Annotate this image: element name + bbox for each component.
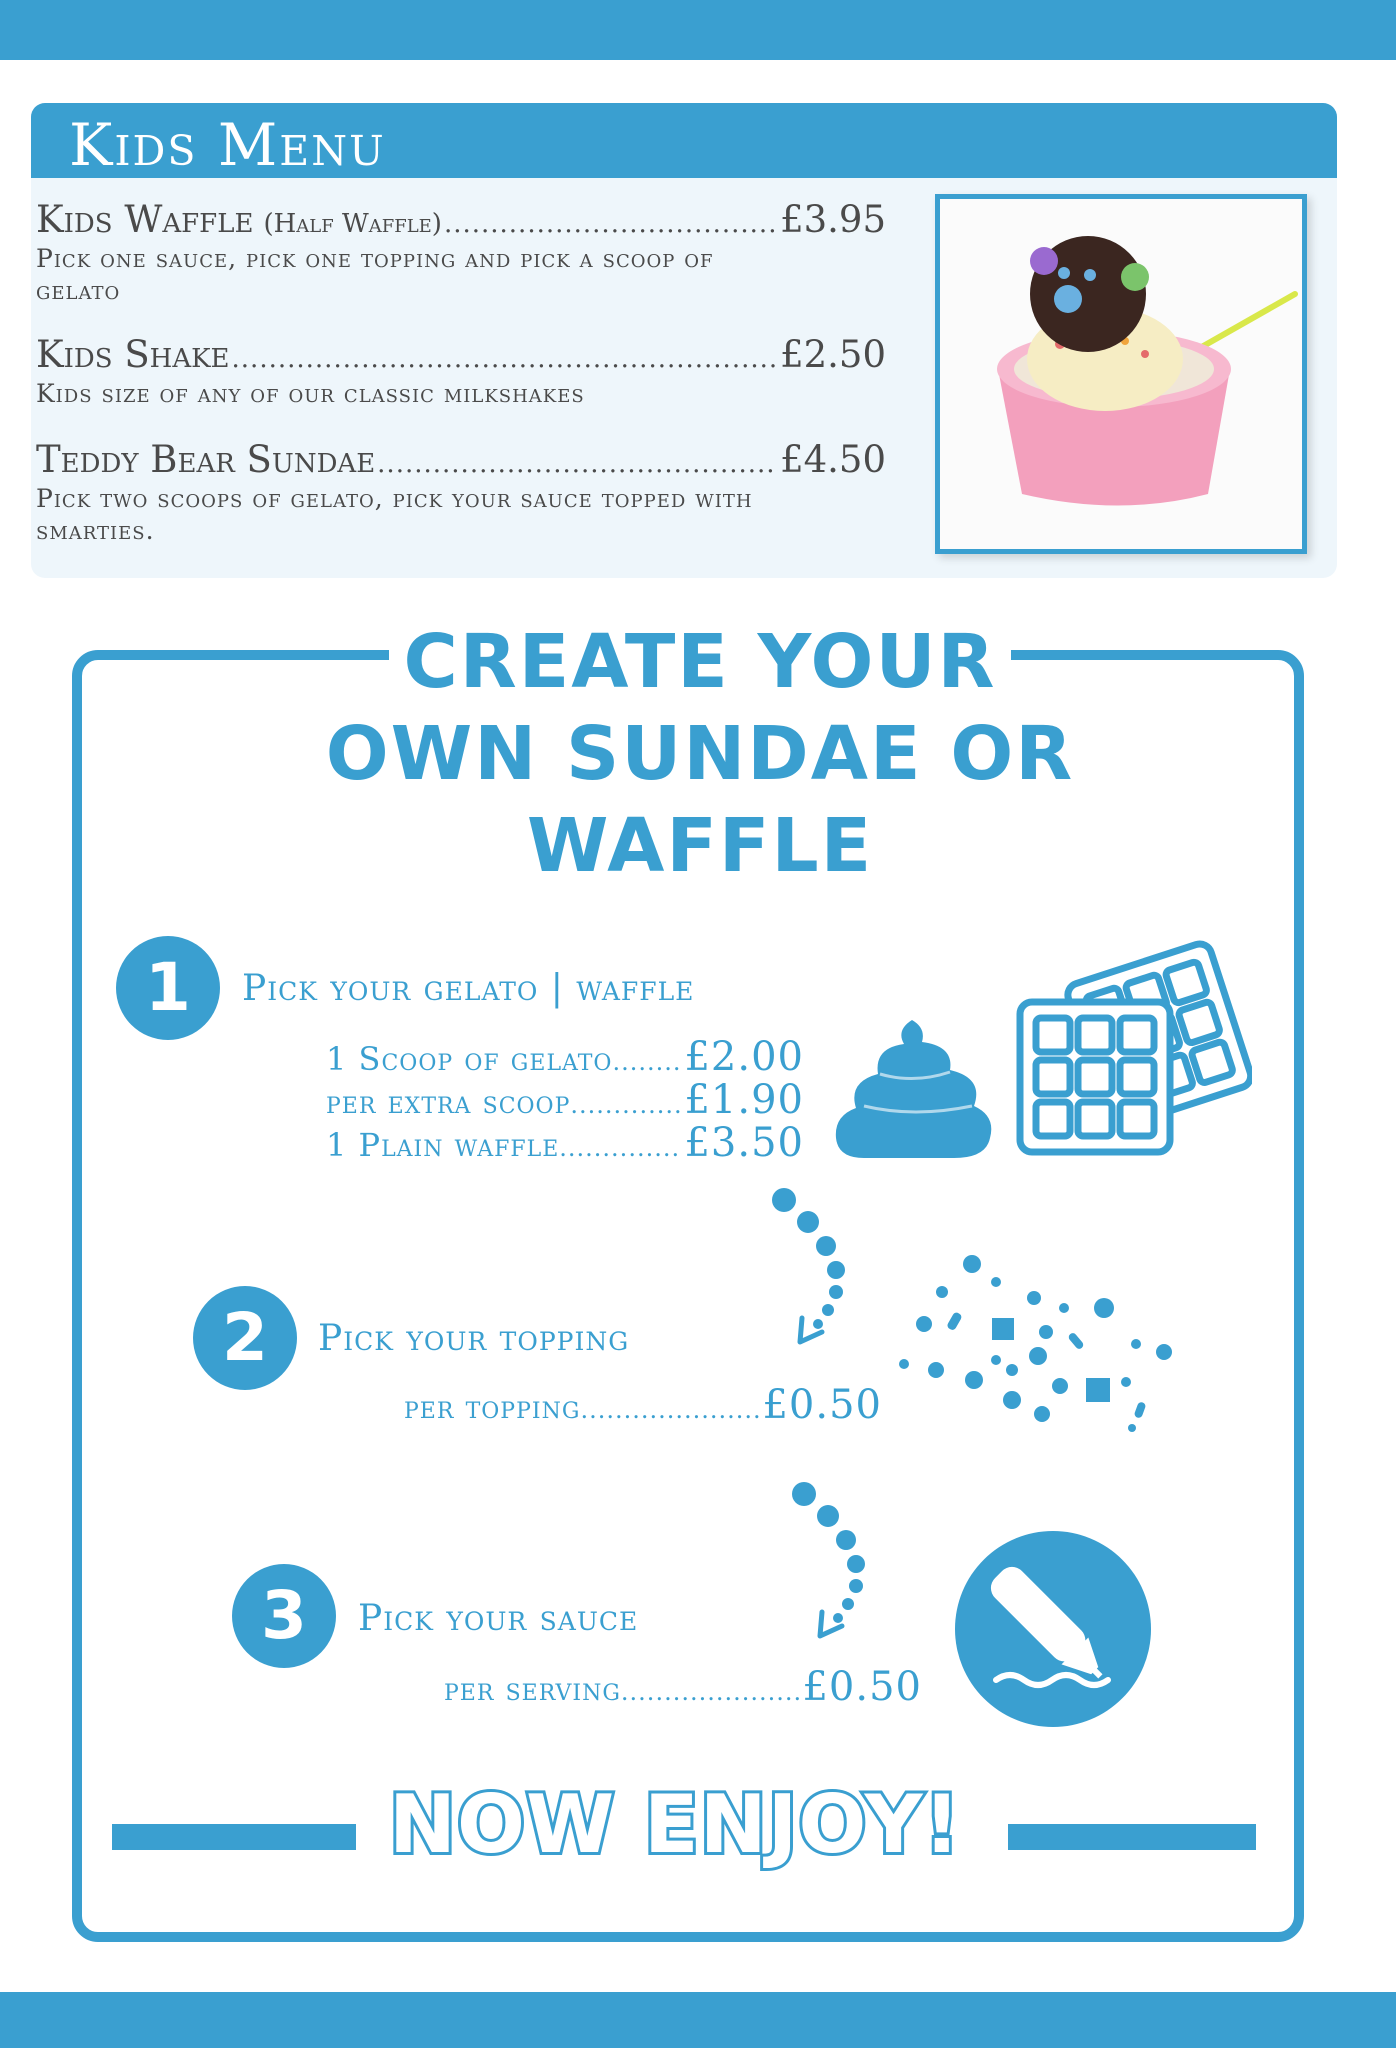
step-1-badge: 1 [116,936,220,1040]
dot-leader [570,1091,682,1119]
dotted-arrow-icon [770,1186,856,1352]
menu-item-kids-shake [36,335,886,410]
menu-item-kids-waffle [36,200,886,308]
create-title-line: OWN SUNDAE OR [312,711,1088,797]
now-enjoy-text: NOW ENJOY! [389,1778,961,1871]
price-row [444,1664,922,1710]
dotted-arrow-icon [790,1480,876,1646]
price-row [326,1077,804,1123]
menu-item-name: Kids Waffle [36,198,254,241]
menu-item-description: Kids size of any of our classic milkshakes [36,378,585,408]
dot-leader [612,1048,682,1076]
step-3-badge: 3 [232,1564,336,1668]
price-amount: £0.50 [802,1664,922,1710]
top-band [0,0,1396,60]
menu-item-price: £4.50 [780,438,886,481]
menu-item-price: £3.95 [780,198,886,241]
create-title [250,616,1150,892]
price-label: per serving [444,1670,621,1708]
menu-item-price: £2.50 [780,333,886,376]
price-label: per topping [404,1388,581,1426]
dot-leader [377,450,778,479]
dot-leader [580,1396,760,1424]
price-amount: £2.00 [684,1034,804,1080]
sundae-photo [935,194,1307,554]
gelato-scoop-icon [834,1018,994,1160]
price-row [404,1382,882,1428]
menu-item-description: Pick one sauce, pick one topping and pick a scoop of gelato [36,243,714,306]
dot-leader [444,210,778,239]
create-title-line: WAFFLE [513,803,887,889]
price-amount: £3.50 [684,1120,804,1166]
price-label: per extra scoop [326,1083,571,1121]
sprinkles-icon [896,1252,1176,1432]
step-1-title: Pick your gelato | waffle [242,968,695,1009]
price-row [326,1120,804,1166]
price-amount: £0.50 [762,1382,882,1428]
menu-item-description: Pick two scoops of gelato, pick your sauce topped with smarties. [36,483,753,546]
sauce-bottle-icon [954,1530,1152,1728]
price-label: 1 Scoop of gelato [326,1040,613,1078]
teddy-bear-sundae-photo-icon [940,199,1302,549]
bottom-band [0,1992,1396,2048]
menu-item-note: (Half Waffle) [263,209,442,239]
price-amount: £1.90 [684,1077,804,1123]
enjoy-divider-right [1008,1824,1256,1850]
dot-leader [559,1134,682,1162]
menu-item-name: Teddy Bear Sundae [36,438,376,481]
enjoy-divider-left [112,1824,356,1850]
dot-leader [621,1678,801,1706]
waffle-icon [1012,936,1252,1158]
step-2-title: Pick your topping [318,1318,630,1359]
menu-item-teddy-bear-sundae [36,440,886,548]
price-label: 1 Plain waffle [326,1126,560,1164]
menu-item-name: Kids Shake [36,333,230,376]
create-title-line: CREATE YOUR [389,619,1010,705]
kids-menu-header [31,103,1337,178]
step-3-title: Pick your sauce [358,1598,639,1639]
kids-menu-title: Kids Menu [69,111,386,179]
price-row [326,1034,804,1080]
dot-leader [232,345,779,374]
step-2-badge: 2 [193,1286,297,1390]
